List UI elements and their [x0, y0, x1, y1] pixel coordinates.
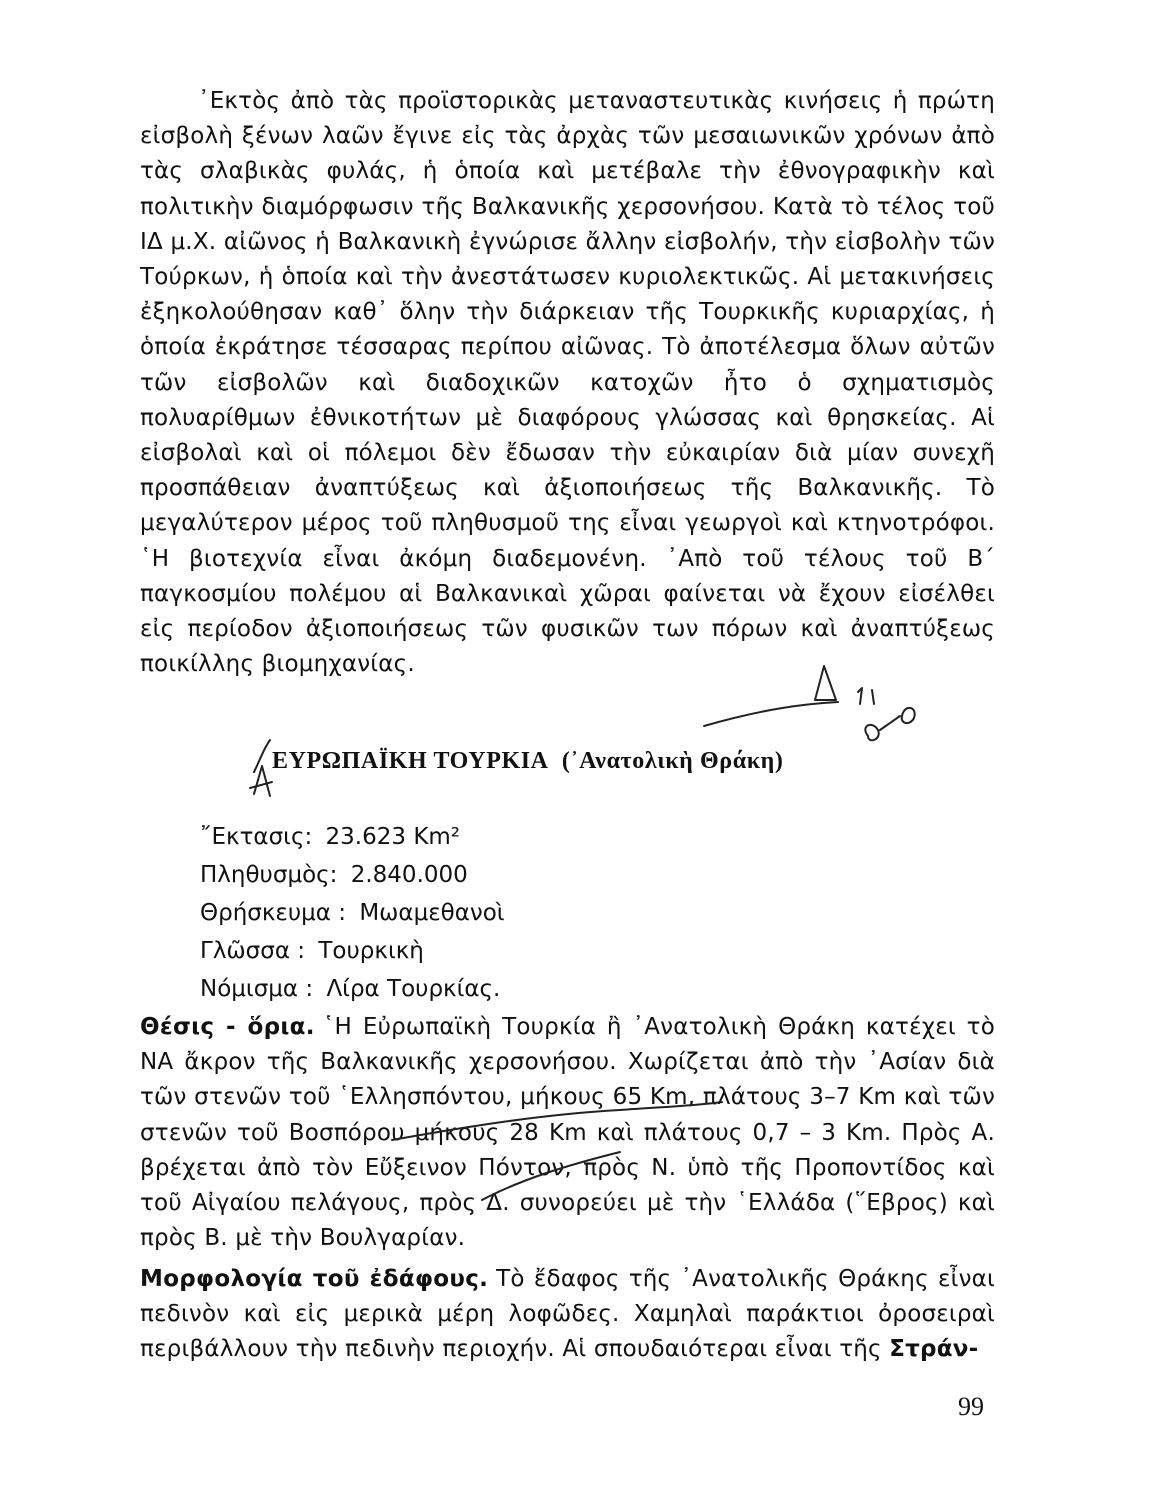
fact-value: 23.623 Km²: [325, 824, 461, 850]
annotation-mark: [704, 702, 838, 726]
fact-population: [200, 856, 505, 894]
country-facts: [200, 818, 505, 1008]
annotation-mark: [858, 688, 862, 704]
fact-label: Γλῶσσα :: [200, 938, 306, 964]
fact-currency: [200, 970, 505, 1008]
section-heading: [272, 748, 783, 775]
morphology-emphasis: Στράν-: [889, 1336, 979, 1363]
fact-value: 2.840.000: [350, 862, 468, 888]
position-title: Θέσις - ὅρια.: [140, 1014, 315, 1040]
annotation-mark: [254, 740, 270, 772]
annotation-mark: [902, 708, 915, 723]
section-title: ΕΥΡΩΠΑΪΚΗ ΤΟΥΡΚΙΑ: [272, 748, 548, 774]
fact-area: [200, 818, 505, 856]
fact-value: Μωαμεθανοὶ: [359, 900, 505, 926]
fact-label: Πληθυσμὸς:: [200, 862, 338, 888]
annotation-mark: [250, 782, 272, 788]
morphology-paragraph: [140, 1262, 995, 1368]
fact-value: Τουρκικὴ: [318, 938, 424, 964]
morphology-title: Μορφολογία τοῦ ἐδάφους.: [140, 1266, 489, 1292]
fact-religion: [200, 894, 505, 932]
page-number: 99: [958, 1392, 984, 1421]
annotation-mark: [872, 690, 874, 704]
fact-language: [200, 932, 505, 970]
position-text: ῾Η Εὐρωπαϊκὴ Τουρκία ἢ ᾿Ανατολικὴ Θράκη κατέχει τὸ ΝΑ ἄκρον τῆς Βαλκανικῆς χερσονήσου. Χωρίζεται ἀπὸ τὴν ᾿Ασίαν διὰ τῶν στενῶν τοῦ ῾Ελλησπόντου, μήκους 65 Km, πλάτους 3–7 Km καὶ τῶν στενῶν τοῦ Βοσπόρου μήκους 28 Km καὶ πλάτους 0,7 – 3 Km. Πρὸς Α. βρέχεται ἀπὸ τὸν Εὔξεινον Πόντον, πρὸς Ν. ὑπὸ τῆς Προποντίδος καὶ τοῦ Αἰγαίου πελάγους, πρὸς Δ. συνορεύει μὲ τὴν ῾Ελλάδα (῞Εβρος) καὶ πρὸς Β. μὲ τὴν Βουλγαρίαν.: [140, 1014, 995, 1252]
annotation-mark: [880, 716, 900, 730]
fact-label: ῎Εκτασις:: [200, 824, 313, 850]
fact-value: Λίρα Τουρκίας.: [326, 976, 501, 1002]
annotation-mark: [865, 725, 878, 740]
section-subtitle: (᾿Ανατολικὴ Θράκη): [561, 748, 784, 774]
intro-paragraph: ᾿Εκτὸς ἀπὸ τὰς προϊστορικὰς μεταναστευτικὰς κινήσεις ἡ πρώτη εἰσβολὴ ξένων λαῶν ἔγινε εἰς τὰς ἀρχὰς τῶν μεσαιωνικῶν χρόνων ἀπὸ τὰς σλαβικὰς φυλάς, ἡ ὁποία καὶ μετέβαλε τὴν ἐθνογραφικὴν καὶ πολιτικὴν διαμόρφωσιν τῆς Βαλκανικῆς χερσονήσου. Κατὰ τὸ τέλος τοῦ ΙΔ μ.Χ. αἰῶνος ἡ Βαλκανικὴ ἐγνώρισε ἄλλην εἰσβολήν, τὴν εἰσβολὴν τῶν Τούρκων, ἡ ὁποία καὶ τὴν ἀνεστάτωσεν κυριολεκτικῶς. Αἱ μετακινήσεις ἐξηκολούθησαν καθ᾿ ὅλην τὴν διάρκειαν τῆς Τουρκικῆς κυριαρχίας, ἡ ὁποία ἐκράτησε τέσσαρας περίπου αἰῶνας. Τὸ ἀποτέλεσμα ὅλων αὐτῶν τῶν εἰσβολῶν καὶ διαδοχικῶν κατοχῶν ἦτο ὁ σχηματισμὸς πολυαρίθμων ἐθνικοτήτων μὲ διαφόρους γλώσσας καὶ θρησκείας. Αἱ εἰσβολαὶ καὶ οἱ πόλεμοι δὲν ἔδωσαν τὴν εὐκαιρίαν διὰ μίαν συνεχῆ προσπάθειαν ἀναπτύξεως καὶ ἀξιοποιήσεως τῆς Βαλκανικῆς. Τὸ μεγαλύτερον μέρος τοῦ πληθυσμοῦ της εἶναι γεωργοὶ καὶ κτηνοτρόφοι. ῾Η βιοτεχνία εἶναι ἀκόμη διαδεμονένη. ᾿Απὸ τοῦ τέλους τοῦ Β΄ παγκοσμίου πολέμου αἱ Βαλκανικαὶ χῶραι φαίνεται νὰ ἔχουν εἰσέλθει εἰς περίοδον ἀξιοποιήσεως τῶν φυσικῶν των πόρων καὶ ἀναπτύξεως ποικίλλης βιομηχανίας.: [140, 88, 995, 678]
position-paragraph: [140, 1010, 995, 1256]
annotation-mark: [254, 766, 270, 796]
morphology-text: Τὸ ἔδαφος τῆς ᾿Ανατολικῆς Θράκης εἶναι πεδινὸν καὶ εἰς μερικὰ μέρη λοφῶδες. Χαμηλαὶ παράκτιοι ὀροσειραὶ περιβάλλουν τὴν πεδινὴν περιοχήν. Αἱ σπουδαιότεραι εἶναι τῆς: [140, 1266, 995, 1363]
fact-label: Νόμισμα :: [200, 976, 314, 1002]
fact-label: Θρήσκευμα :: [200, 900, 347, 926]
